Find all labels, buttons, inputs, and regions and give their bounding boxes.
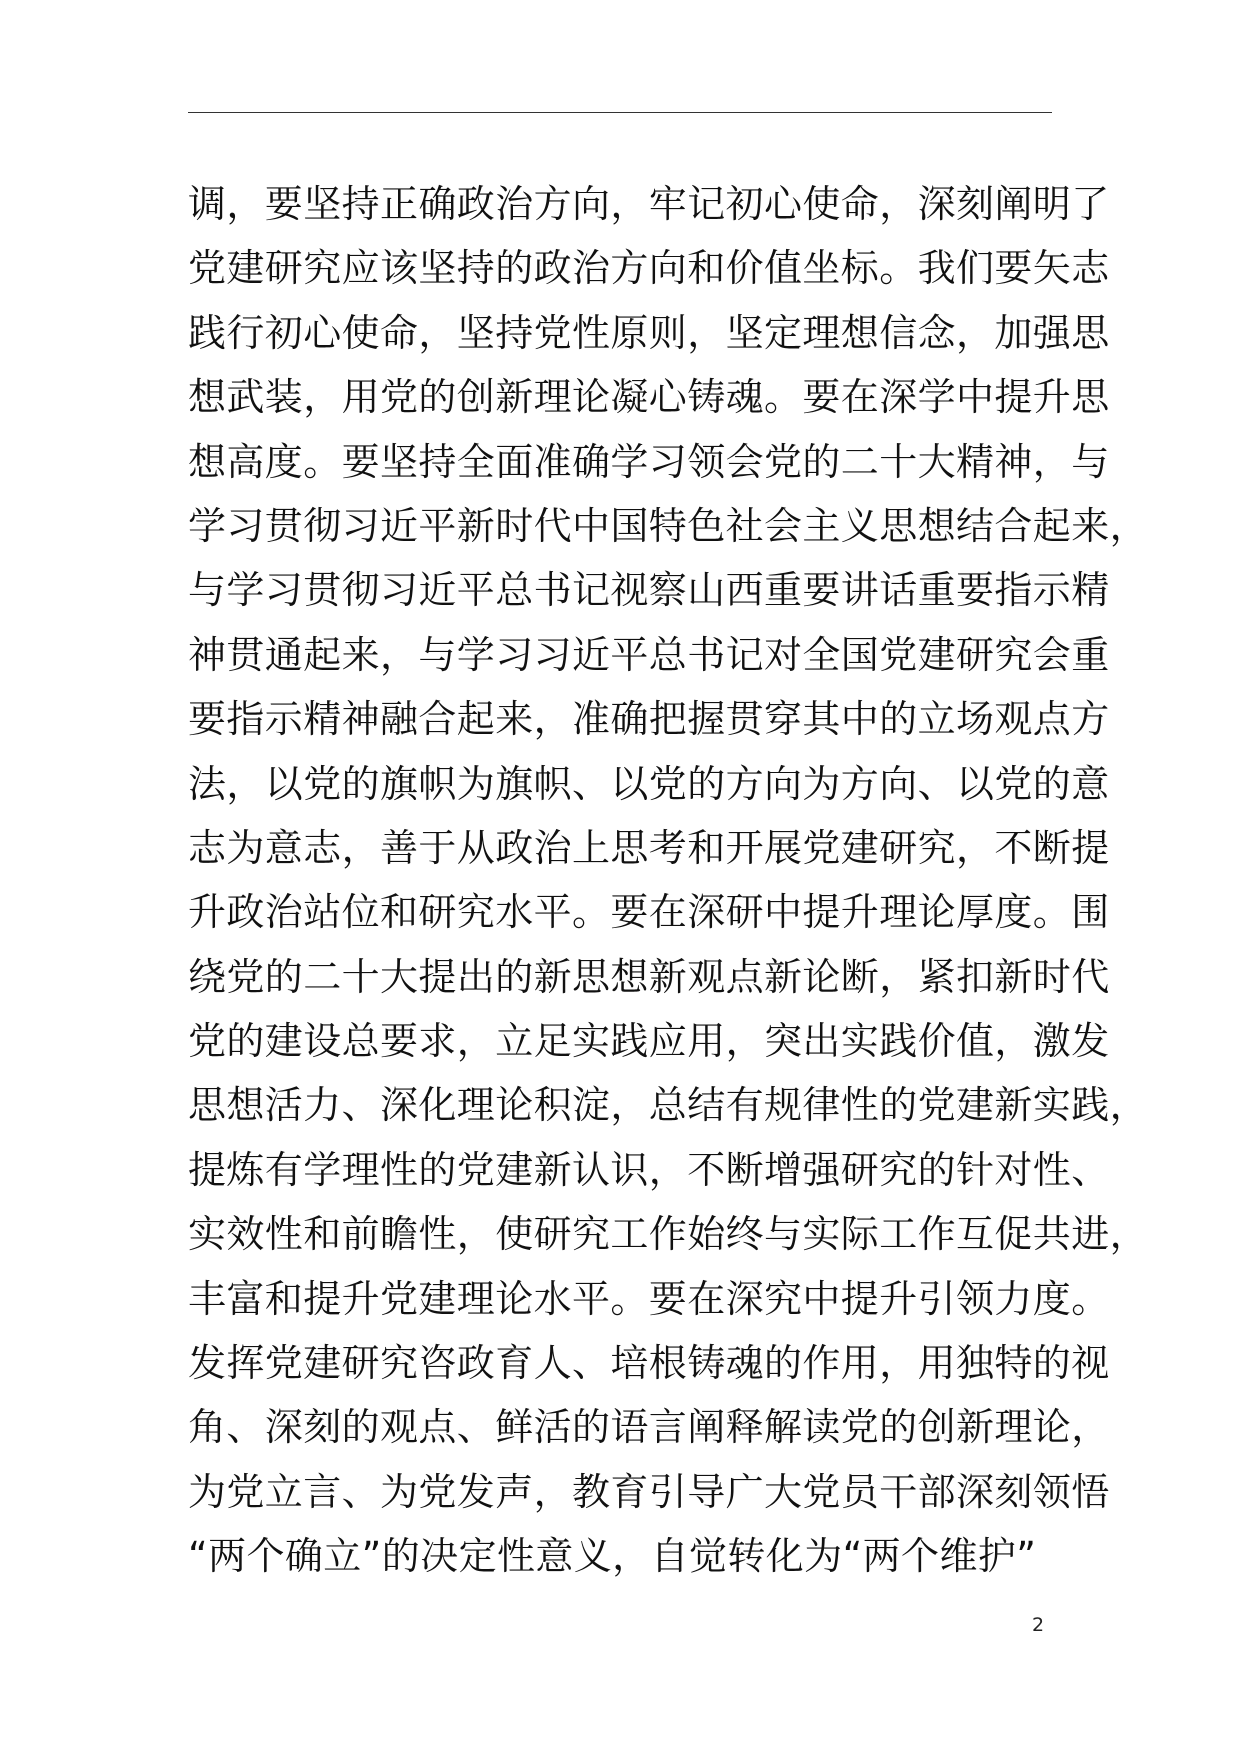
text-line: 党的建设总要求，立足实践应用，突出实践价值，激发 <box>188 1019 1110 1064</box>
body-text <box>188 172 1149 1589</box>
text-line: 思想活力、深化理论积淀，总结有规律性的党建新实践， <box>188 1083 1149 1128</box>
text-line: 法，以党的旗帜为旗帜、以党的方向为方向、以党的意 <box>188 761 1110 806</box>
text-line: 要指示精神融合起来，准确把握贯穿其中的立场观点方 <box>188 697 1110 742</box>
text-line: 绕党的二十大提出的新思想新观点新论断，紧扣新时代 <box>188 954 1110 999</box>
text-line: “两个确立”的决定性意义，自觉转化为“两个维护” <box>188 1534 1037 1579</box>
page-number: 2 <box>1032 1614 1045 1636</box>
text-line: 角、深刻的观点、鲜活的语言阐释解读党的创新理论， <box>188 1405 1110 1450</box>
text-line: 发挥党建研究咨政育人、培根铸魂的作用，用独特的视 <box>188 1341 1110 1386</box>
text-line: 想高度。要坚持全面准确学习领会党的二十大精神，与 <box>188 439 1110 484</box>
text-line: 提炼有学理性的党建新认识，不断增强研究的针对性、 <box>188 1147 1110 1192</box>
text-line: 党建研究应该坚持的政治方向和价值坐标。我们要矢志 <box>188 246 1110 291</box>
text-line: 与学习贯彻习近平总书记视察山西重要讲话重要指示精 <box>188 568 1110 613</box>
text-line: 践行初心使命，坚持党性原则，坚定理想信念，加强思 <box>188 310 1110 355</box>
text-line: 神贯通起来，与学习习近平总书记对全国党建研究会重 <box>188 632 1110 677</box>
text-line: 为党立言、为党发声，教育引导广大党员干部深刻领悟 <box>188 1469 1110 1514</box>
text-line: 丰富和提升党建理论水平。要在深究中提升引领力度。 <box>188 1276 1110 1321</box>
header-rule <box>188 112 1052 113</box>
text-line: 升政治站位和研究水平。要在深研中提升理论厚度。围 <box>188 890 1110 935</box>
text-line: 学习贯彻习近平新时代中国特色社会主义思想结合起来， <box>188 503 1149 548</box>
text-line: 志为意志，善于从政治上思考和开展党建研究，不断提 <box>188 825 1110 870</box>
text-line: 调，要坚持正确政治方向，牢记初心使命，深刻阐明了 <box>188 182 1110 226</box>
text-line: 实效性和前瞻性，使研究工作始终与实际工作互促共进， <box>188 1212 1149 1257</box>
text-line: 想武装，用党的创新理论凝心铸魂。要在深学中提升思 <box>188 375 1110 420</box>
